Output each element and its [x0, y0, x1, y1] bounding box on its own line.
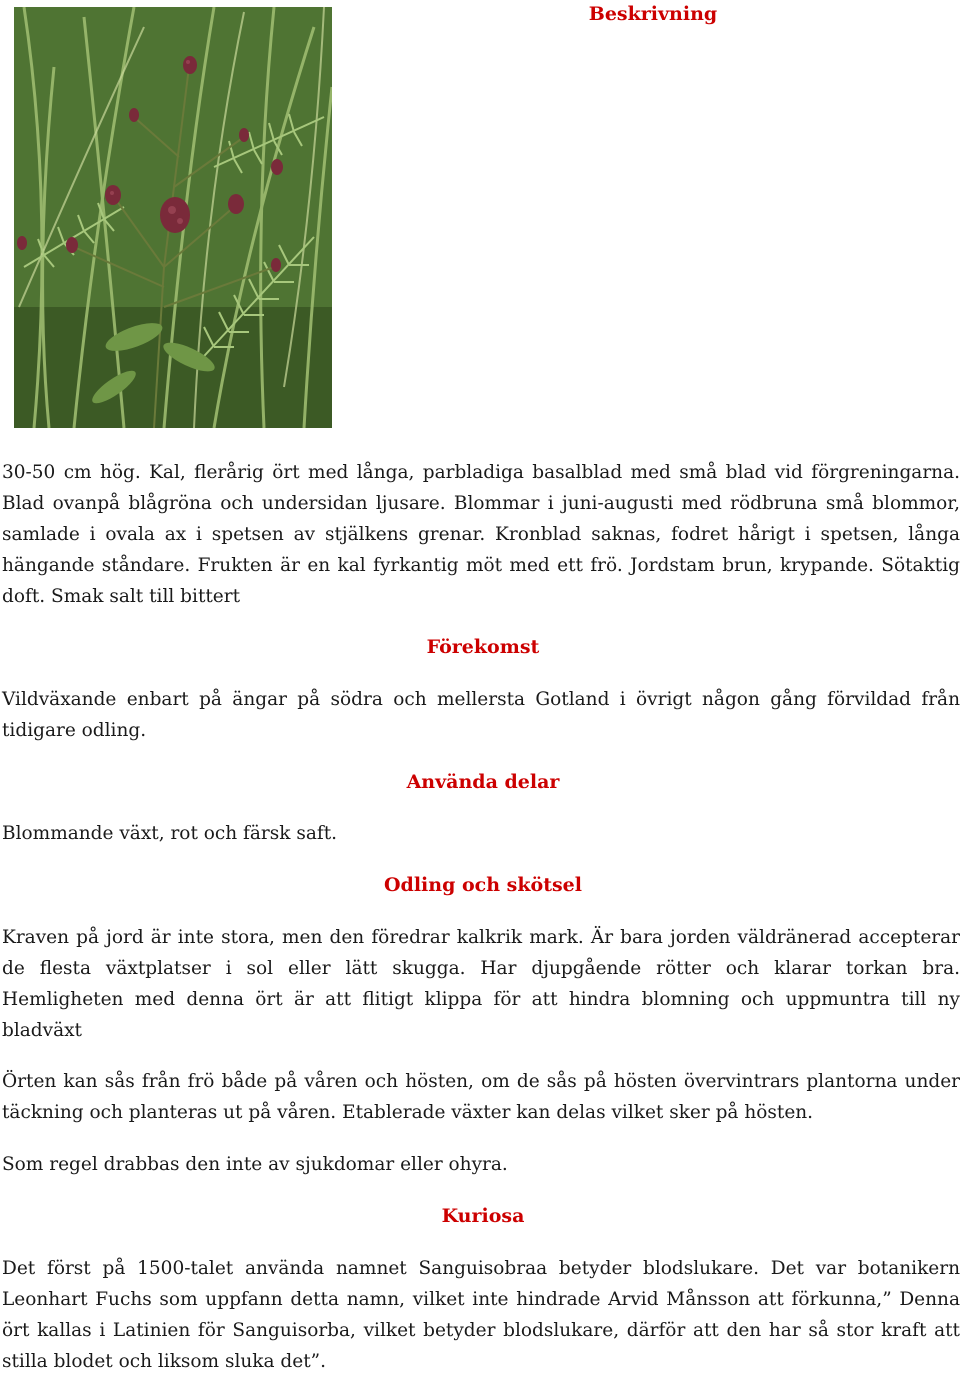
- anvanda-delar-text: Blommande växt, rot och färsk saft.: [2, 823, 338, 844]
- heading-odling: Odling och skötsel: [384, 874, 582, 896]
- heading-anvanda-delar: Använda delar: [406, 771, 560, 793]
- heading-forekomst: Förekomst: [426, 636, 540, 658]
- kuriosa-text: Det först på 1500-talet använda namnet Sanguisobraa betyder blodslukare. Det var botanikern Leonhart Fuchs som uppfann detta namn, vilket inte hindrade Arvid Månsson att förkunna,” Denna ört kallas i Latinien för Sanguisorba, vilket betyder blodslukare, därför att den har så stor kraft att stilla blodet och liksom sluka det”.: [2, 1258, 960, 1372]
- description-text: 30-50 cm hög. Kal, flerårig ört med långa, parbladiga basalblad med små blad vid förgreningarna. Blad ovanpå blågröna och undersidan ljusare. Blommar i juni-augusti med rödbruna små blommor, samlade i ovala ax i spetsen av stjälkens grenar. Kronblad saknas, fodret hårigt i spetsen, långa hängande ståndare. Frukten är en kal fyrkantig möt med ett frö. Jordstam brun, krypande. Sötaktig doft. Smak salt till bittert: [2, 462, 960, 607]
- forekomst-text: Vildväxande enbart på ängar på södra och mellersta Gotland i övrigt någon gång förvildad från tidigare odling.: [2, 689, 960, 741]
- plant-photo: [14, 7, 332, 428]
- odling-paragraph: Kraven på jord är inte stora, men den föredrar kalkrik mark. Är bara jorden väldränerad accepterar de flesta växtplatser i sol eller lätt skugga. Har djupgående rötter och klarar torkan bra. Hemligheten med denna ört är att flitigt klippa för att hindra blomning och uppmuntra till ny bladväxt: [2, 927, 960, 1041]
- odling-paragraph: Som regel drabbas den inte av sjukdomar eller ohyra.: [2, 1154, 508, 1175]
- odling-paragraph: Örten kan sås från frö både på våren och hösten, om de sås på hösten övervintrars plantorna under täckning och planteras ut på våren. Etablerade växter kan delas vilket sker på hösten.: [2, 1071, 960, 1123]
- sanguisorba-photo: [14, 7, 332, 428]
- heading-beskrivning: Beskrivning: [588, 3, 718, 25]
- heading-kuriosa: Kuriosa: [441, 1205, 525, 1227]
